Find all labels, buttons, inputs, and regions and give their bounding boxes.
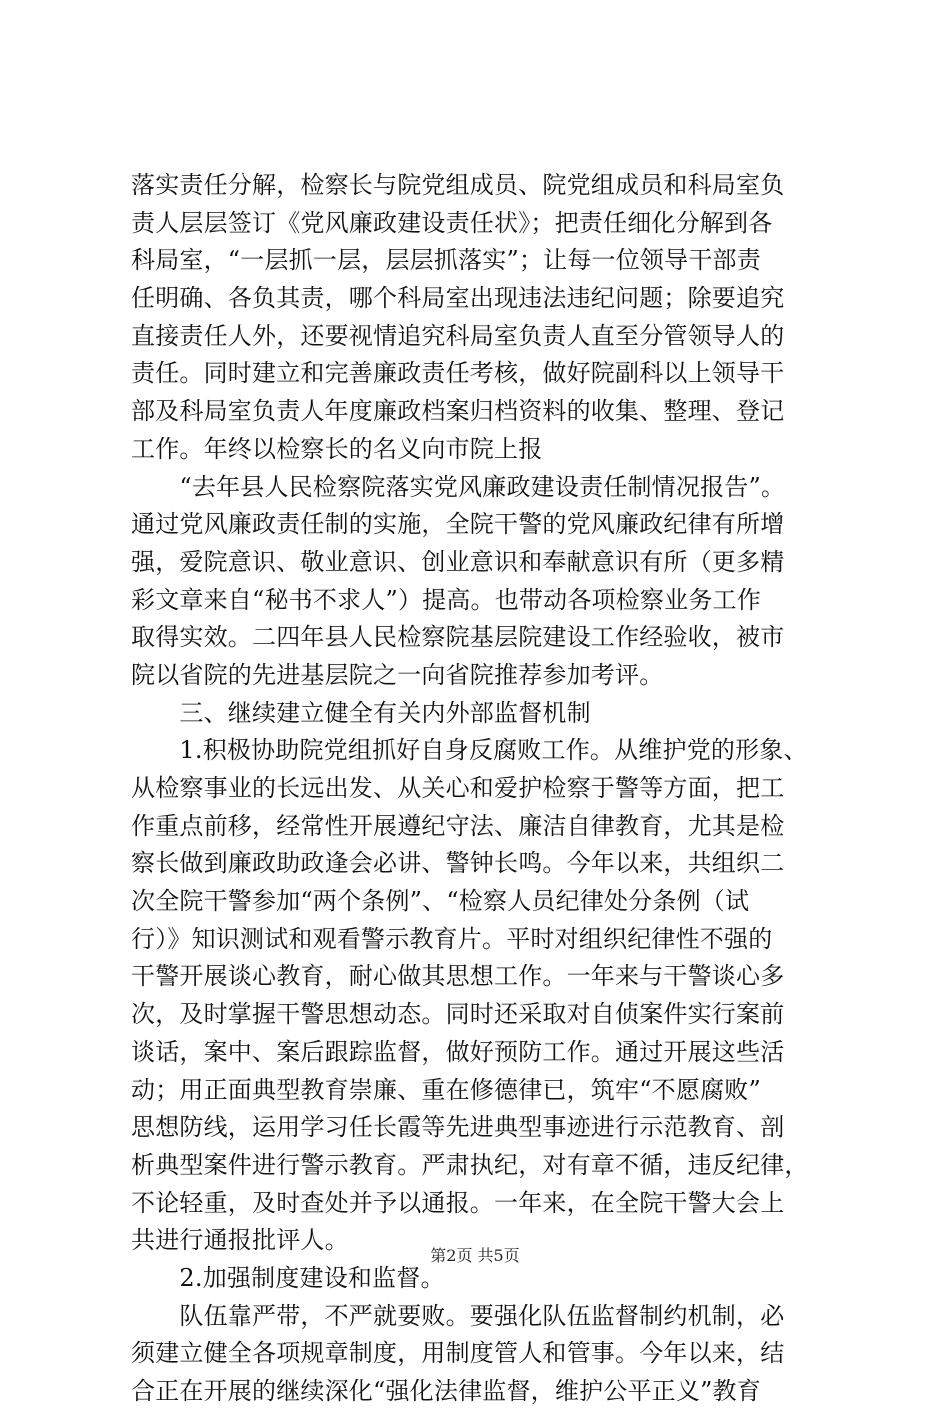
text-line: 通过党风廉政责任制的实施，全院干警的党风廉政纪律有所增 — [131, 510, 785, 539]
text-line: 任明确、各负其责，哪个科局室出现违法违纪问题；除要追究 — [131, 284, 785, 313]
text-line: 不论轻重，及时查处并予以通报。一年来，在全院干警大会上 — [131, 1188, 785, 1217]
text-line: 共进行通报批评人。 — [131, 1226, 349, 1255]
text-line: 取得实效。二四年县人民检察院基层院建设工作经验收，被市 — [131, 623, 785, 652]
text-line: 彩文章来自“秘书不求人”）提高。也带动各项检察业务工作 — [131, 585, 761, 614]
text-line: 三、继续建立健全有关内外部监督机制 — [131, 698, 591, 727]
text-line: 工作。年终以检察长的名义向市院上报 — [131, 434, 543, 463]
text-line: 思想防线，运用学习任长霞等先进典型事迹进行示范教育、剖 — [131, 1113, 785, 1142]
text-line: 干警开展谈心教育，耐心做其思想工作。一年来与干警谈心多 — [131, 962, 785, 991]
text-line: 1.积极协助院党组抓好自身反腐败工作。从维护党的形象、 — [131, 736, 808, 765]
text-line: 行）》知识测试和观看警示教育片。平时对组织纪律性不强的 — [131, 924, 773, 953]
text-line: 直接责任人外，还要视情追究科局室负责人直至分管领导人的 — [131, 321, 785, 350]
text-line: 动；用正面典型教育崇廉、重在修德律已，筑牢“不愿腐败” — [131, 1075, 761, 1104]
text-line: 察长做到廉政助政逢会必讲、警钟长鸣。今年以来，共组织二 — [131, 849, 785, 878]
text-line: 合正在开展的继续深化“强化法律监督，维护公平正义”教育 — [131, 1377, 761, 1405]
text-line: 次全院干警参加“两个条例”、“检察人员纪律处分条例（试 — [131, 887, 750, 916]
text-line: 从检察事业的长远出发、从关心和爱护检察于警等方面，把工 — [131, 774, 785, 802]
text-line: 落实责任分解，检察长与院党组成员、院党组成员和科局室负 — [131, 171, 785, 199]
text-line: 部及科局室负责人年度廉政档案归档资料的收集、整理、登记 — [131, 397, 785, 426]
text-line: 析典型案件进行警示教育。严肃执纪，对有章不循，违反纪律， — [131, 1150, 809, 1179]
text-line: 2.加强制度建设和监督。 — [131, 1263, 445, 1292]
text-line: 谈话，案中、案后跟踪监督，做好预防工作。通过开展这些活 — [131, 1037, 785, 1066]
text-line: 须建立健全各项规章制度，用制度管人和管事。今年以来，结 — [131, 1339, 785, 1368]
text-line: 责人层层签订《党风廉政建设责任状》；把责任细化分解到各 — [131, 208, 773, 237]
page-footer: 第2页 共5页 — [430, 1246, 520, 1265]
text-line: 队伍靠严带，不严就要败。要强化队伍监督制约机制，必 — [131, 1301, 785, 1330]
document-body — [131, 167, 827, 1411]
text-line: 次，及时掌握干警思想动态。同时还采取对自侦案件实行案前 — [131, 1000, 785, 1029]
text-line: 院以省院的先进基层院之一向省院推荐参加考评。 — [131, 660, 664, 689]
text-line: 责任。同时建立和完善廉政责任考核，做好院副科以上领导干 — [131, 359, 785, 388]
text-line: 作重点前移，经常性开展遵纪守法、廉洁自律教育，尤其是检 — [131, 811, 785, 840]
text-line: 科局室，“一层抓一层，层层抓落实”；让每一位领导干部责 — [131, 246, 761, 275]
text-line: 强，爱院意识、敬业意识、创业意识和奉献意识有所（更多精 — [131, 547, 785, 576]
text-line: “去年县人民检察院落实党风廉政建设责任制情况报告”。 — [131, 472, 786, 501]
